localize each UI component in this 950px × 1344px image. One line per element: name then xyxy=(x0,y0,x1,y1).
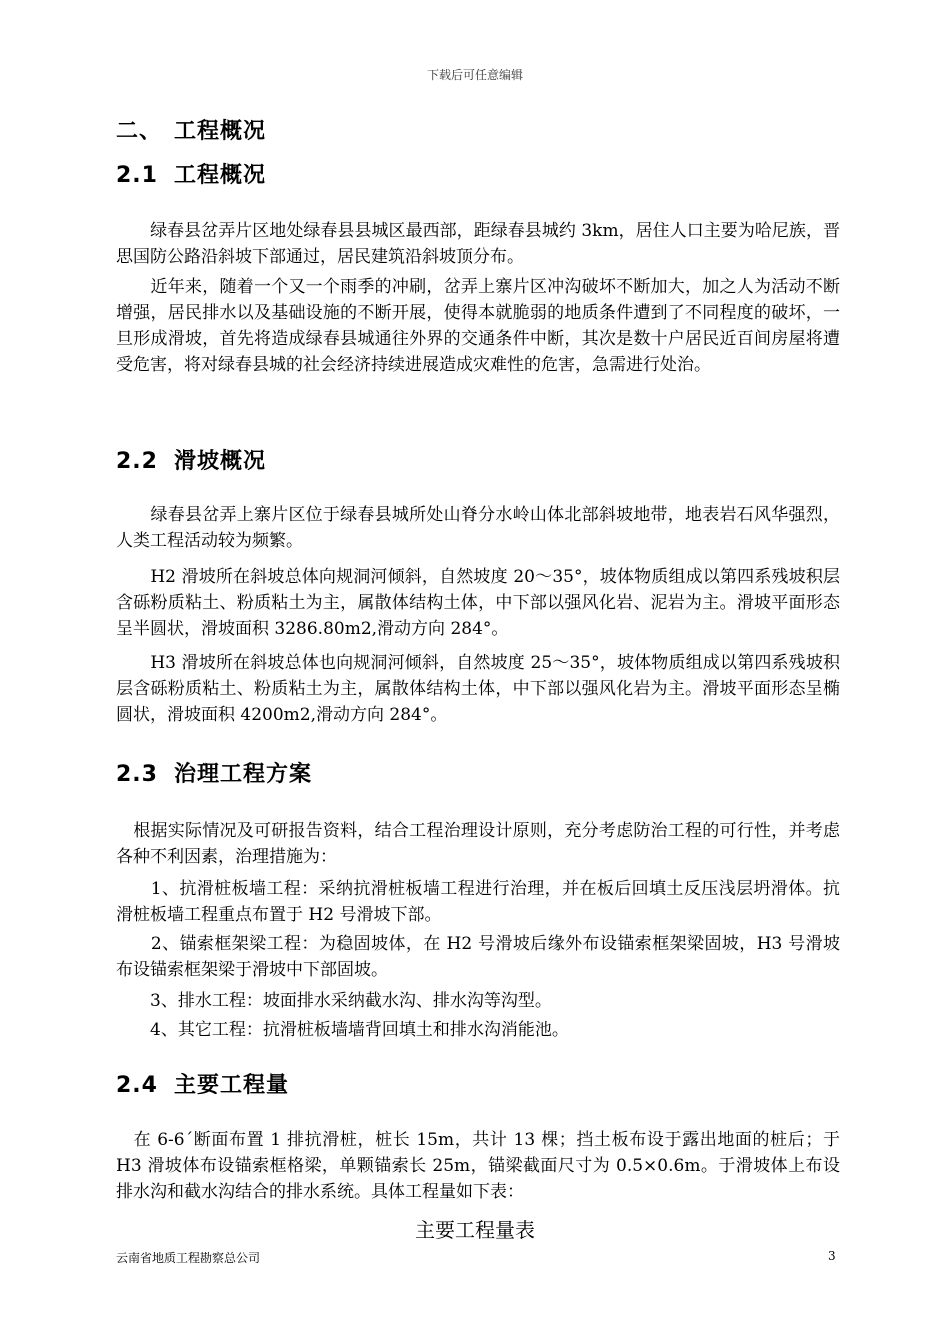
section-number: 2.2 xyxy=(116,449,158,474)
section-number: 2.4 xyxy=(116,1073,158,1098)
chapter-heading xyxy=(116,114,266,145)
page-header-note: 下载后可任意编辑 xyxy=(426,68,523,82)
section-title: 工程概况 xyxy=(174,163,267,188)
section-2-1-paragraph-1: 绿春县岔弄片区地处绿春县县城区最西部，距绿春县城约 3km，居住人口主要为哈尼族，晋思国防公路沿斜坡下部通过，居民建筑沿斜坡顶分布。 xyxy=(116,221,840,267)
section-2-3-paragraph-1: 根据实际情况及可研报告资料，结合工程治理设计原则，充分考虑防治工程的可行性，并考虑各种不利因素，治理措施为： xyxy=(116,821,840,867)
footer-company: 云南省地质工程勘察总公司 xyxy=(116,1251,261,1265)
section-2-3-heading xyxy=(116,757,312,788)
section-title: 治理工程方案 xyxy=(174,762,313,787)
section-2-3-paragraph-2: 1、抗滑桩板墙工程：采纳抗滑桩板墙工程进行治理，并在板后回填土反压浅层坍滑体。抗滑桩板墙工程重点布置于 H2 号滑坡下部。 xyxy=(116,879,840,925)
section-2-2-paragraph-2: H2 滑坡所在斜坡总体向规洞河倾斜，自然坡度 20～35°，坡体物质组成以第四系残坡积层含砾粉质粘土、粉质粘土为主，属散体结构土体，中下部以强风化岩、泥岩为主。滑坡平面形态呈半圆状，滑坡面积 3286.80m2,滑动方向 284°。 xyxy=(116,567,840,639)
section-title: 滑坡概况 xyxy=(174,449,267,474)
section-2-4-heading xyxy=(116,1068,289,1099)
section-2-2-paragraph-3: H3 滑坡所在斜坡总体也向规洞河倾斜，自然坡度 25～35°，坡体物质组成以第四系残坡积层含砾粉质粘土、粉质粘土为主，属散体结构土体，中下部以强风化岩为主。滑坡平面形态呈椭圆状，滑坡面积 4200m2,滑动方向 284°。 xyxy=(116,653,840,725)
chapter-title: 工程概况 xyxy=(174,119,267,144)
page-number: 3 xyxy=(828,1249,836,1263)
section-number: 2.1 xyxy=(116,163,158,188)
section-2-3-paragraph-4: 3、排水工程：坡面排水采纳截水沟、排水沟等沟型。 xyxy=(116,991,552,1011)
section-title: 主要工程量 xyxy=(174,1073,290,1098)
section-2-3-paragraph-5: 4、其它工程：抗滑桩板墙墙背回填土和排水沟消能池。 xyxy=(116,1020,569,1040)
section-number: 2.3 xyxy=(116,762,158,787)
section-2-3-paragraph-3: 2、锚索框架梁工程：为稳固坡体，在 H2 号滑坡后缘外布设锚索框架梁固坡，H3 号滑坡布设锚索框架梁于滑坡中下部固坡。 xyxy=(116,934,840,980)
section-2-4-paragraph-1: 在 6-6´断面布置 1 排抗滑桩，桩长 15m，共计 13 棵；挡土板布设于露出地面的桩后；于 H3 滑坡体布设锚索框格梁，单颗锚索长 25m，锚梁截面尺寸为 0.5×0.6m。于滑坡体上布设排水沟和截水沟结合的排水系统。具体工程量如下表： xyxy=(116,1130,840,1202)
section-2-2-paragraph-1: 绿春县岔弄上寨片区位于绿春县城所处山脊分水岭山体北部斜坡地带，地表岩石风华强烈，人类工程活动较为频繁。 xyxy=(116,505,840,551)
section-2-1-paragraph-2: 近年来，随着一个又一个雨季的冲刷，岔弄上寨片区冲沟破坏不断加大，加之人为活动不断增强，居民排水以及基础设施的不断开展，使得本就脆弱的地质条件遭到了不同程度的破坏，一旦形成滑坡，首先将造成绿春县城通往外界的交通条件中断，其次是数十户居民近百间房屋将遭受危害，将对绿春县城的社会经济持续进展造成灾难性的危害，急需进行处治。 xyxy=(116,277,840,375)
chapter-number: 二、 xyxy=(116,119,163,144)
section-2-2-heading xyxy=(116,444,266,475)
table-title: 主要工程量表 xyxy=(415,1218,535,1242)
section-2-1-heading xyxy=(116,158,266,189)
